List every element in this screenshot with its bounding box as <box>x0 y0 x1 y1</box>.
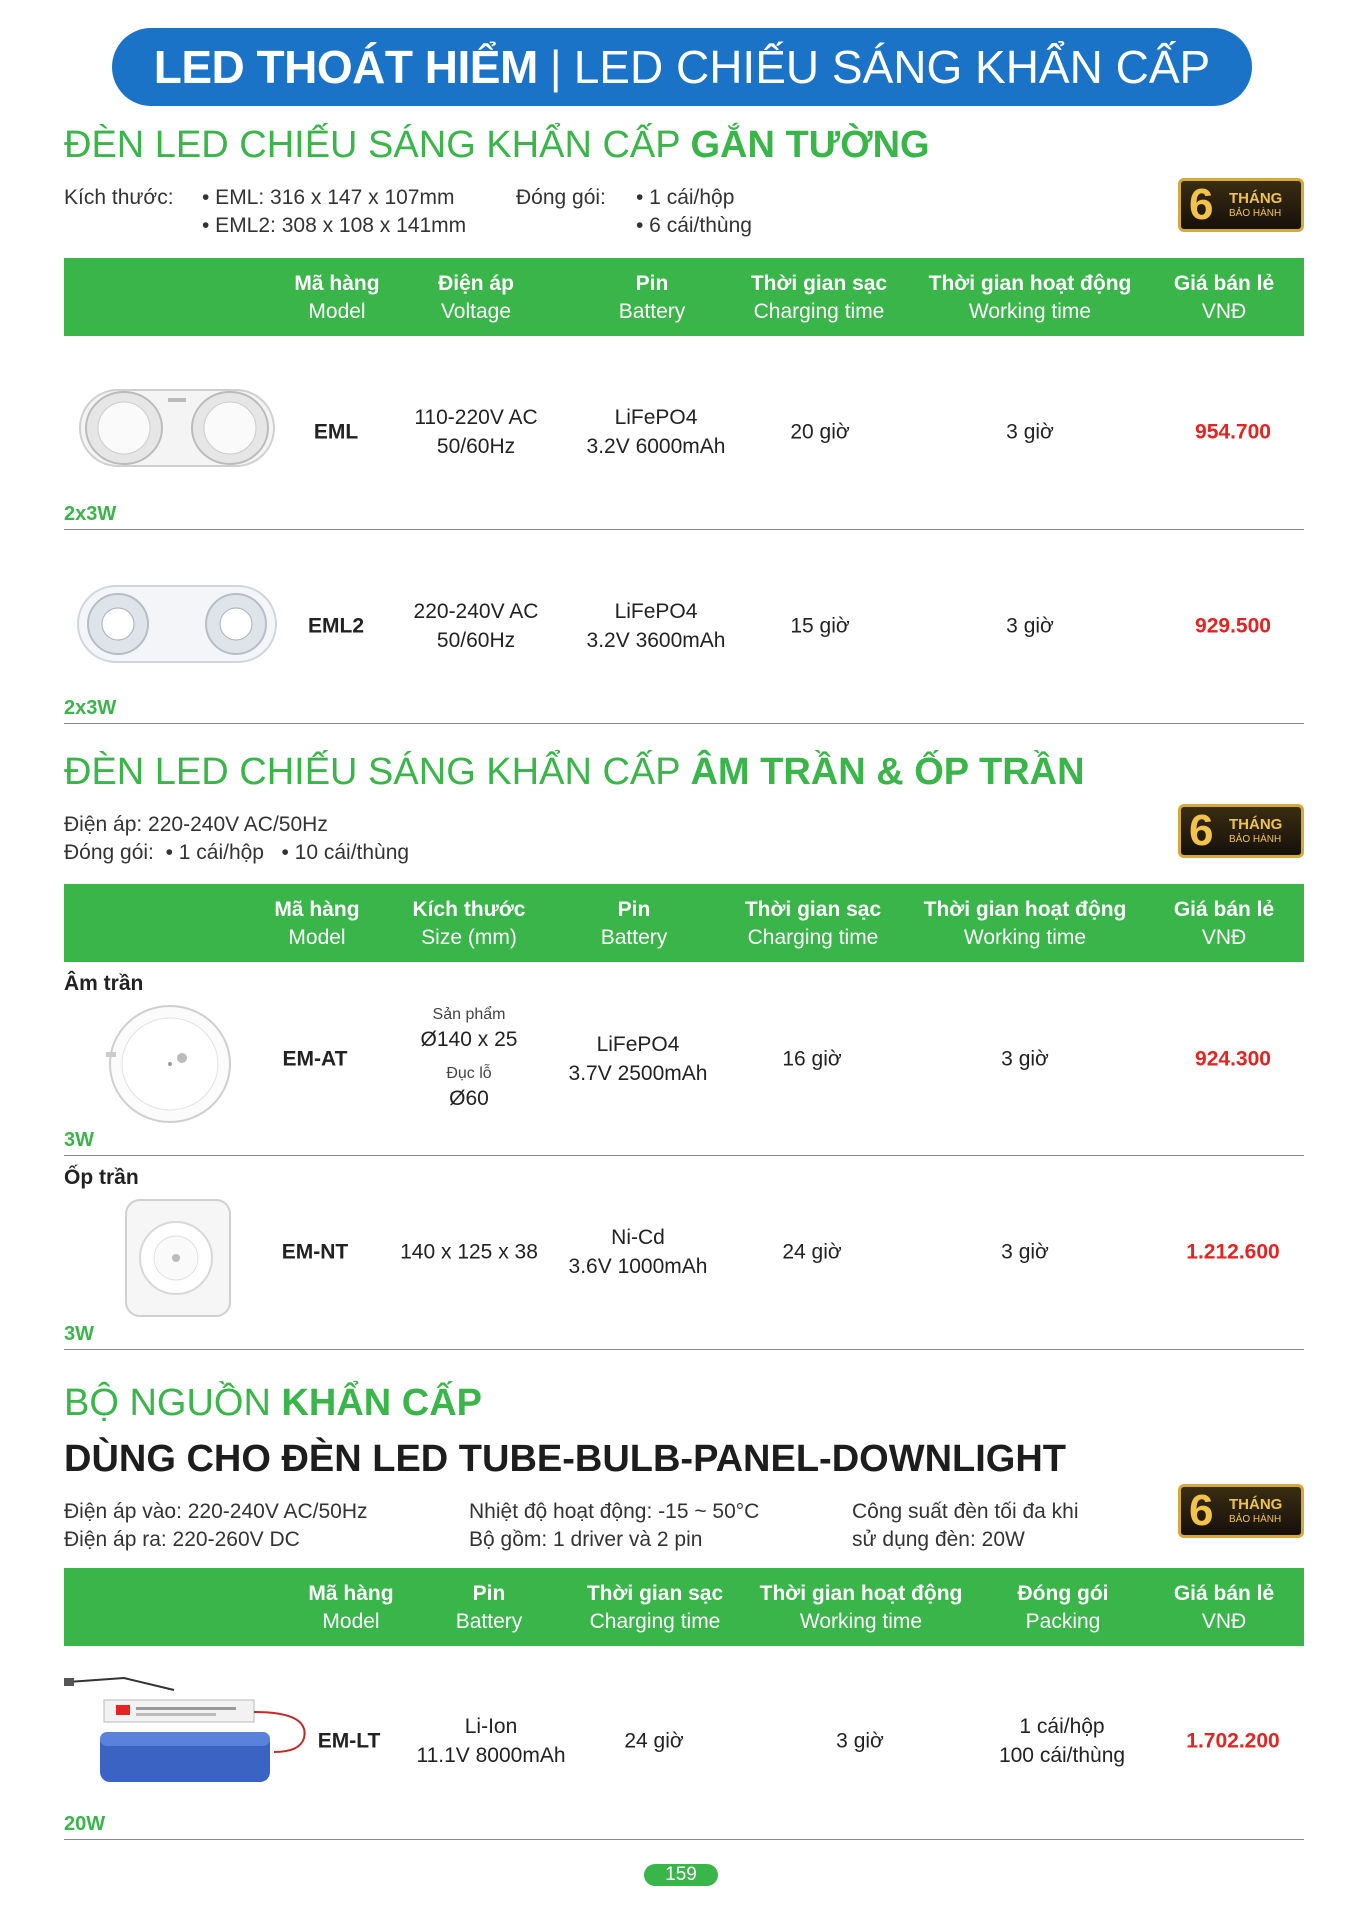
banner-separator: | <box>549 41 562 93</box>
em-lt-charging: 24 giờ <box>624 1729 684 1753</box>
row-divider <box>64 529 1304 530</box>
em-at-charging: 16 giờ <box>782 1047 842 1071</box>
section1-pack-line-1: • 1 cái/hộp <box>636 186 735 209</box>
header-charging: Thời gian sạc Charging time <box>586 1582 724 1633</box>
section3-info-3b: sử dụng đèn: 20W <box>852 1528 1025 1551</box>
eml-product-image <box>74 378 280 478</box>
section3-info-3a: Công suất đèn tối đa khi <box>852 1500 1079 1523</box>
warranty-number: 6 <box>1189 180 1214 229</box>
warranty-badge: 6 THÁNG BẢO HÀNH <box>1178 804 1304 858</box>
em-nt-size: 140 x 125 x 38 <box>400 1240 538 1264</box>
header-model: Mã hàng Model <box>294 272 380 323</box>
eml-battery: LiFePO4 3.2V 6000mAh <box>586 406 726 458</box>
em-lt-price: 1.702.200 <box>1186 1729 1280 1753</box>
header-working: Thời gian hoạt động Working time <box>923 898 1127 949</box>
section3-info-2b: Bộ gồm: 1 driver và 2 pin <box>469 1528 703 1551</box>
eml2-watt: 2x3W <box>64 697 117 719</box>
em-nt-model: EM-NT <box>281 1240 349 1264</box>
em-at-working: 3 giờ <box>1001 1047 1049 1071</box>
eml-watt: 2x3W <box>64 503 117 525</box>
row-divider <box>64 1155 1304 1156</box>
section3-table-header <box>64 1568 1304 1646</box>
eml2-product-image <box>74 578 280 670</box>
em-nt-price: 1.212.600 <box>1186 1240 1280 1264</box>
section2-voltage-info: Điện áp: 220-240V AC/50Hz <box>64 813 328 836</box>
header-battery: Pin Battery <box>600 898 668 949</box>
eml-price: 954.700 <box>1195 420 1271 444</box>
em-at-size: Sản phẩm Ø140 x 25 Đục lỗ Ø60 <box>420 1006 518 1110</box>
header-battery: Pin Battery <box>618 272 686 323</box>
section3-title <box>64 1382 482 1425</box>
em-at-product-image <box>104 1002 234 1126</box>
section1-pack-line-2: • 6 cái/thùng <box>636 214 752 237</box>
eml-voltage: 110-220V AC 50/60Hz <box>414 406 538 458</box>
em-nt-row-label: Ốp trần <box>64 1166 139 1189</box>
eml-charging: 20 giờ <box>790 420 850 444</box>
em-nt-product-image <box>122 1196 234 1320</box>
header-charging: Thời gian sạc Charging time <box>750 272 888 323</box>
em-nt-working: 3 giờ <box>1001 1240 1049 1264</box>
header-packing: Đóng gói Packing <box>1017 1582 1109 1633</box>
em-nt-charging: 24 giờ <box>782 1240 842 1264</box>
em-nt-battery: Ni-Cd 3.6V 1000mAh <box>568 1226 708 1278</box>
section3-info-1b: Điện áp ra: 220-260V DC <box>64 1528 300 1551</box>
section3-title-bold: KHẨN CẤP <box>281 1382 483 1424</box>
header-price: Giá bán lẻ VNĐ <box>1173 1582 1275 1633</box>
em-lt-working: 3 giờ <box>836 1729 884 1753</box>
em-lt-model: EM-LT <box>317 1729 381 1753</box>
header-price: Giá bán lẻ VNĐ <box>1173 898 1275 949</box>
header-battery: Pin Battery <box>455 1582 523 1633</box>
section1-size-line-1: • EML: 316 x 147 x 107mm <box>202 186 455 209</box>
header-voltage: Điện áp Voltage <box>438 272 514 323</box>
section3-title-light: BỘ NGUỒN <box>64 1382 271 1424</box>
section2-title-bold: ÂM TRẦN & ỐP TRẦN <box>690 751 1085 793</box>
section2-table-header <box>64 884 1304 962</box>
em-lt-watt: 20W <box>64 1813 106 1835</box>
row-divider <box>64 1349 1304 1350</box>
eml-model: EML <box>313 420 359 444</box>
eml2-voltage: 220-240V AC 50/60Hz <box>413 600 539 652</box>
eml2-battery: LiFePO4 3.2V 3600mAh <box>586 600 726 652</box>
em-lt-packing: 1 cái/hộp 100 cái/thùng <box>998 1715 1126 1767</box>
section3-subtitle: DÙNG CHO ĐÈN LED TUBE-BULB-PANEL-DOWNLIGHT <box>64 1438 1066 1480</box>
section1-title-bold: GẮN TƯỜNG <box>690 124 930 166</box>
em-lt-battery: Li-Ion 11.1V 8000mAh <box>416 1715 566 1767</box>
header-working: Thời gian hoạt động Working time <box>759 1582 963 1633</box>
section2-pack-info: Đóng gói: • 1 cái/hộp • 10 cái/thùng <box>64 841 410 864</box>
eml2-working: 3 giờ <box>1006 614 1054 638</box>
section1-title <box>64 124 930 167</box>
row-divider <box>64 1839 1304 1840</box>
warranty-line1: THÁNG <box>1229 190 1283 207</box>
page-banner <box>112 28 1252 106</box>
section2-title-light: ĐÈN LED CHIẾU SÁNG KHẨN CẤP <box>64 751 680 793</box>
section2-title <box>64 751 1085 794</box>
section3-info-2a: Nhiệt độ hoạt động: -15 ~ 50°C <box>469 1500 760 1523</box>
section1-title-light: ĐÈN LED CHIẾU SÁNG KHẨN CẤP <box>64 124 680 166</box>
section1-table-header <box>64 258 1304 336</box>
em-nt-watt: 3W <box>64 1323 94 1345</box>
header-working: Thời gian hoạt động Working time <box>928 272 1132 323</box>
em-lt-product-image <box>64 1672 314 1790</box>
eml2-charging: 15 giờ <box>790 614 850 638</box>
section3-info-1a: Điện áp vào: 220-240V AC/50Hz <box>64 1500 368 1523</box>
banner-light-text: LED CHIẾU SÁNG KHẨN CẤP <box>573 41 1211 93</box>
em-at-row-label: Âm trần <box>64 972 144 995</box>
header-size: Kích thước Size (mm) <box>412 898 526 949</box>
header-charging: Thời gian sạc Charging time <box>744 898 882 949</box>
header-model: Mã hàng Model <box>274 898 360 949</box>
row-divider <box>64 723 1304 724</box>
em-at-price: 924.300 <box>1195 1047 1271 1071</box>
em-at-model: EM-AT <box>282 1047 348 1071</box>
header-price: Giá bán lẻ VNĐ <box>1173 272 1275 323</box>
section1-pack-label: Đóng gói: <box>516 186 606 209</box>
eml-working: 3 giờ <box>1006 420 1054 444</box>
page-number: 159 <box>644 1864 718 1886</box>
warranty-line2: BẢO HÀNH <box>1229 208 1282 219</box>
em-at-watt: 3W <box>64 1129 94 1151</box>
banner-bold-text: LED THOÁT HIỂM <box>153 41 538 93</box>
section1-size-line-2: • EML2: 308 x 108 x 141mm <box>202 214 467 237</box>
eml2-price: 929.500 <box>1195 614 1271 638</box>
warranty-badge <box>1178 178 1304 232</box>
warranty-badge: 6 THÁNG BẢO HÀNH <box>1178 1484 1304 1538</box>
em-at-battery: LiFePO4 3.7V 2500mAh <box>568 1033 708 1085</box>
eml2-model: EML2 <box>307 614 365 638</box>
section1-size-label: Kích thước: <box>64 186 174 209</box>
header-model: Mã hàng Model <box>308 1582 394 1633</box>
